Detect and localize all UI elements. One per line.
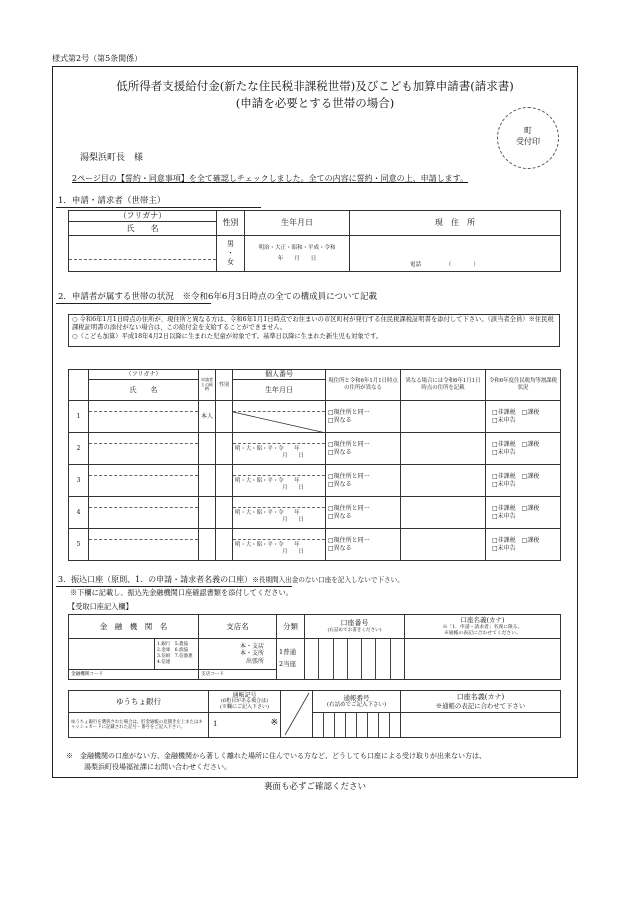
bank-name-header: 金 融 機 関 名	[69, 615, 199, 639]
member-name-header: 氏 名	[89, 380, 199, 401]
account-number-header	[305, 615, 405, 639]
sex-separator: ・	[227, 249, 234, 258]
member-tax-field[interactable]	[486, 497, 561, 529]
bottom-note-2: 湯梨浜町役場福祉課にお問い合わせください。	[84, 763, 231, 771]
form-title: 低所得者支援給付金(新たな住民税非課税世帯)及びこども加算申請書(請求書)	[116, 79, 514, 93]
member-same-address-field[interactable]	[326, 529, 401, 561]
info-prev-address: ○ 令和6年1月1日時点の住所が、現住所と異なる方は、令和6年1月1日時点でお住まいの市区町村が発行する住民税課税証明書を添付して下さい。（該当者全員）※住民税課税証明書の添付がない場合は、この給付金を支給することができません。	[72, 316, 554, 332]
member-name-field[interactable]	[89, 465, 199, 497]
diff-address-checkbox[interactable]: □異なる	[328, 480, 352, 488]
applicant-furigana-header: （フリガナ）	[69, 211, 217, 222]
yucho-holder-field[interactable]	[401, 713, 561, 738]
branch-name-header: 支店名	[199, 615, 277, 639]
section2-heading	[58, 292, 377, 302]
yucho-holder-hint: ※通帳の表記に合わせて下さい	[435, 701, 526, 710]
female-option[interactable]: 女	[227, 257, 234, 266]
branch-type-option[interactable]: 本・支所	[239, 650, 264, 658]
applicant-address-header: 現 住 所	[350, 211, 561, 236]
taxed-checkbox[interactable]: □非課税 □課税	[492, 537, 540, 544]
same-address-checkbox[interactable]: □現住所と同一	[328, 537, 370, 544]
member-birth-ymd: 月 日	[282, 516, 304, 523]
account-type-field[interactable]	[277, 639, 305, 680]
member-sex-field[interactable]	[216, 497, 233, 529]
number-title: 通帳番号	[343, 694, 370, 702]
member-tax-field[interactable]	[486, 529, 561, 561]
member-furigana-field[interactable]	[89, 497, 198, 508]
applicant-sex-header: 性別	[217, 211, 245, 236]
slash-divider	[281, 691, 313, 738]
branch-type-option[interactable]: 出張所	[245, 657, 264, 665]
member-relation-field[interactable]	[199, 433, 216, 465]
member-row	[69, 465, 561, 497]
reception-stamp-area	[497, 107, 559, 169]
member-birth-ymd: 月 日	[282, 484, 304, 491]
passbook-digit-boxes[interactable]	[313, 713, 400, 737]
section2-underline	[56, 303, 211, 304]
applicant-name-field[interactable]	[69, 236, 217, 272]
member-tax-field[interactable]	[486, 465, 561, 497]
account-holder-hint2: ※通帳の表記に合わせてください。	[444, 630, 521, 636]
passbook-number-field[interactable]	[313, 713, 401, 738]
relation-header: 申請者との続柄	[199, 370, 216, 401]
member-row-number: 3	[69, 465, 89, 497]
member-prev-address-field[interactable]	[401, 497, 486, 529]
bank-type-option[interactable]: 1.銀行 5.農協	[157, 642, 189, 648]
stamp-label: 受付印	[516, 137, 540, 147]
member-relation-field[interactable]: 本人	[199, 401, 216, 433]
member-row-number: 2	[69, 433, 89, 465]
taxed-checkbox[interactable]: □非課税 □課税	[492, 473, 540, 480]
undeclared-checkbox[interactable]: □未申告	[492, 448, 516, 456]
member-row-number: 1	[69, 401, 89, 433]
account-holder-header	[405, 615, 561, 639]
prev-address-header: 異なる場合には令和6年1月1日時点の住所を記載	[401, 370, 486, 401]
member-birth-era: 明・大・昭・平・令 年	[235, 446, 300, 452]
member-mynumber-field[interactable]	[233, 497, 326, 529]
member-row	[69, 401, 561, 433]
member-furigana-header: （フリガナ）	[89, 370, 199, 380]
undeclared-checkbox[interactable]: □未申告	[492, 480, 516, 488]
applicant-furigana-field[interactable]	[69, 247, 216, 260]
applicant-table	[68, 210, 561, 272]
pledge-text: 2ページ目の【誓約・同意事項】を全て確認しチェックしました。全ての内容に誓約・同意の上、申請します。	[72, 174, 469, 183]
member-name-field[interactable]	[89, 433, 199, 465]
undeclared-checkbox[interactable]: □未申告	[492, 544, 516, 552]
era-options: 明治・大正・昭和・平成・令和	[258, 244, 336, 251]
account-holder-hint1: ※「1．申請・請求者」名義に限る。	[442, 624, 523, 630]
passbook-number-header	[313, 691, 401, 713]
account-type-ordinary[interactable]: 1普通	[279, 648, 297, 657]
section3-heading	[58, 575, 404, 585]
row-number-header	[69, 370, 89, 401]
member-birth-era: 明・大・昭・平・令 年	[235, 542, 300, 548]
footer-note: 裏面も必ずご確認ください	[263, 782, 366, 792]
stamp-town: 町	[524, 126, 532, 135]
yucho-note: ゆうちょ銀行を選択された場合は、貯金通帳の見開き左上またはキャッシュカードに記載された記号・番号をご記入下さい。	[69, 713, 209, 738]
member-furigana-field[interactable]	[89, 465, 198, 476]
taxed-checkbox[interactable]: □非課税 □課税	[492, 409, 540, 416]
member-furigana-field[interactable]	[89, 401, 198, 412]
member-relation-field[interactable]	[199, 529, 216, 561]
section1-heading: 1．申請・請求者（世帯主）	[58, 196, 166, 206]
taxed-checkbox[interactable]: □非課税 □課税	[492, 505, 540, 512]
section2-note: ※令和6年6月3日時点の全ての構成員について記載	[182, 292, 377, 302]
member-prev-address-field[interactable]	[401, 433, 486, 465]
same-address-header: 現住所と令和6年1月1日時点の住所が異なる	[326, 370, 401, 401]
undeclared-checkbox[interactable]: □未申告	[492, 416, 516, 424]
yucho-table	[68, 690, 561, 738]
same-address-checkbox[interactable]: □現住所と同一	[328, 473, 370, 480]
account-holder-field[interactable]	[405, 639, 561, 680]
applicant-sex-field[interactable]	[217, 236, 245, 272]
member-mynumber-field[interactable]	[233, 401, 326, 433]
mynumber-digits[interactable]	[233, 497, 325, 508]
section3-heading-note: ※長期間入出金のない口座を記入しないで下さい。	[252, 576, 404, 584]
member-prev-address-field[interactable]	[401, 401, 486, 433]
bank-code-field[interactable]	[69, 669, 199, 679]
diagonal-strike	[233, 412, 326, 433]
branch-type-option[interactable]: 本・支店	[239, 642, 264, 650]
account-number-hint: (右詰めでお書きください)	[327, 628, 382, 633]
bank-type-option[interactable]: 4.信連	[157, 659, 171, 665]
birth-ymd: 年 月 日	[277, 255, 317, 262]
section3-note: ※下欄に記載し、振込先金融機関口座確認書類を添付してください。	[70, 588, 293, 597]
member-same-address-field[interactable]	[326, 497, 401, 529]
mynumber-digits[interactable]	[233, 401, 325, 412]
bank-account-table	[68, 614, 561, 680]
member-same-address-field[interactable]	[326, 465, 401, 497]
section3-underline	[56, 586, 292, 587]
member-birth-era: 明・大・昭・平・令 年	[235, 478, 300, 484]
member-row	[69, 529, 561, 561]
bank-type-option[interactable]: 2.金庫 6.漁協	[157, 648, 189, 654]
male-option[interactable]: 男	[227, 240, 234, 249]
applicant-name-header: 氏 名	[69, 222, 217, 236]
member-tax-field[interactable]	[486, 401, 561, 433]
member-mynumber-field[interactable]	[233, 433, 326, 465]
branch-code-field[interactable]	[199, 669, 277, 679]
member-sex-field[interactable]	[216, 401, 233, 433]
member-sex-field[interactable]	[216, 465, 233, 497]
member-birth-header: 生年月日	[233, 380, 326, 401]
member-row-number: 5	[69, 529, 89, 561]
account-type-current[interactable]: 2当座	[279, 660, 297, 668]
section2-title: 2．申請者が属する世帯の状況	[58, 292, 174, 302]
applicant-address-field[interactable]	[350, 236, 561, 272]
mynumber-digits[interactable]	[233, 465, 325, 476]
symbol-hint: (6桁目がある場合は)	[220, 698, 269, 705]
member-birth-ymd: 月 日	[282, 452, 304, 459]
info-child-bonus: ○（こども加算）平成18年4月2日以降に生まれた児童が対象です。基準日以降に生まれた新生児も対象です。	[72, 332, 383, 340]
passbook-symbol-header	[209, 691, 281, 713]
member-relation-field[interactable]	[199, 465, 216, 497]
diff-address-checkbox[interactable]: □異なる	[328, 448, 352, 456]
passbook-symbol-field[interactable]	[209, 713, 281, 738]
member-mynumber-field[interactable]	[233, 529, 326, 561]
same-address-checkbox[interactable]: □現住所と同一	[328, 409, 370, 416]
phone-label: 電話 （ ）	[410, 262, 479, 269]
household-info-box	[68, 314, 560, 347]
symbol-mark: ※	[270, 718, 278, 728]
account-number-title: 口座番号	[340, 619, 369, 628]
same-address-checkbox[interactable]: □現住所と同一	[328, 441, 370, 448]
symbol-first-digit: 1	[213, 720, 218, 728]
diff-address-checkbox[interactable]: □異なる	[328, 512, 352, 520]
member-birth-era: 明・大・昭・平・令 年	[235, 510, 300, 516]
member-row	[69, 497, 561, 529]
undeclared-checkbox[interactable]: □未申告	[492, 512, 516, 520]
member-relation-field[interactable]	[199, 497, 216, 529]
section1-underline	[56, 207, 261, 208]
member-prev-address-field[interactable]	[401, 529, 486, 561]
member-row	[69, 433, 561, 465]
yucho-header: ゆうちょ銀行	[69, 691, 209, 713]
symbol-title: 通帳記号	[232, 691, 257, 699]
member-same-address-field[interactable]	[326, 433, 401, 465]
tax-status-header: 令和6年度住民税均等割課税状況	[486, 370, 561, 401]
yucho-holder-title: 口座名義(カナ)	[456, 693, 505, 702]
member-name-field[interactable]	[89, 401, 199, 433]
member-prev-address-field[interactable]	[401, 465, 486, 497]
account-holder-title: 口座名義(カナ)	[460, 616, 505, 625]
same-address-checkbox[interactable]: □現住所と同一	[328, 505, 370, 512]
bank-name-field[interactable]	[69, 639, 155, 670]
bottom-note-1: ※ 金融機関の口座がない方、金融機関から著しく離れた場所に住んでいる方など、どうしても口座による受け取りが出来ない方は、	[66, 752, 486, 760]
member-birth-ymd: 月 日	[282, 548, 304, 555]
member-sex-field[interactable]	[216, 433, 233, 465]
bank-type-options[interactable]	[155, 639, 199, 670]
member-name-field[interactable]	[89, 497, 199, 529]
member-row-number: 4	[69, 497, 89, 529]
section3-title: 3．振込口座（原則、1．の申請・請求者名義の口座）	[58, 575, 253, 584]
member-sex-header: 性別	[216, 370, 233, 401]
form-label: 様式第2号（第5条関係）	[52, 54, 143, 63]
branch-name-field[interactable]	[199, 639, 277, 670]
member-tax-field[interactable]	[486, 433, 561, 465]
addressee: 湯梨浜町長 様	[80, 153, 144, 163]
branch-code-label: 支店コード	[201, 671, 224, 677]
yucho-holder-header	[401, 691, 561, 713]
account-digit-boxes[interactable]	[305, 639, 404, 679]
bank-type-option[interactable]: 3.信組 7.信漁連	[157, 653, 193, 659]
member-furigana-field[interactable]	[89, 529, 198, 540]
mynumber-digits[interactable]	[233, 433, 325, 444]
household-table	[68, 369, 561, 561]
bank-code-label: 金融機関コード	[71, 671, 104, 677]
form-subtitle: (申請を必要とする世帯の場合)	[235, 96, 395, 110]
mynumber-header: 個人番号	[233, 370, 326, 380]
member-sex-field[interactable]	[216, 529, 233, 561]
account-number-field[interactable]	[305, 639, 405, 680]
taxed-checkbox[interactable]: □非課税 □課税	[492, 441, 540, 448]
number-hint: (右詰めでご記入下さい)	[326, 702, 387, 709]
diff-address-checkbox[interactable]: □異なる	[328, 416, 352, 424]
applicant-birth-field[interactable]	[245, 236, 350, 272]
member-name-field[interactable]	[89, 529, 199, 561]
receipt-label: 【受取口座記入欄】	[68, 602, 133, 611]
member-furigana-field[interactable]	[89, 433, 198, 444]
symbol-hint2: (※欄にご記入下さい)	[220, 703, 269, 710]
account-type-header: 分類	[277, 615, 305, 639]
diagonal-slash	[281, 691, 313, 737]
member-mynumber-field[interactable]	[233, 465, 326, 497]
applicant-birth-header: 生年月日	[245, 211, 350, 236]
member-same-address-field[interactable]	[326, 401, 401, 433]
diff-address-checkbox[interactable]: □異なる	[328, 544, 352, 552]
mynumber-digits[interactable]	[233, 529, 325, 540]
